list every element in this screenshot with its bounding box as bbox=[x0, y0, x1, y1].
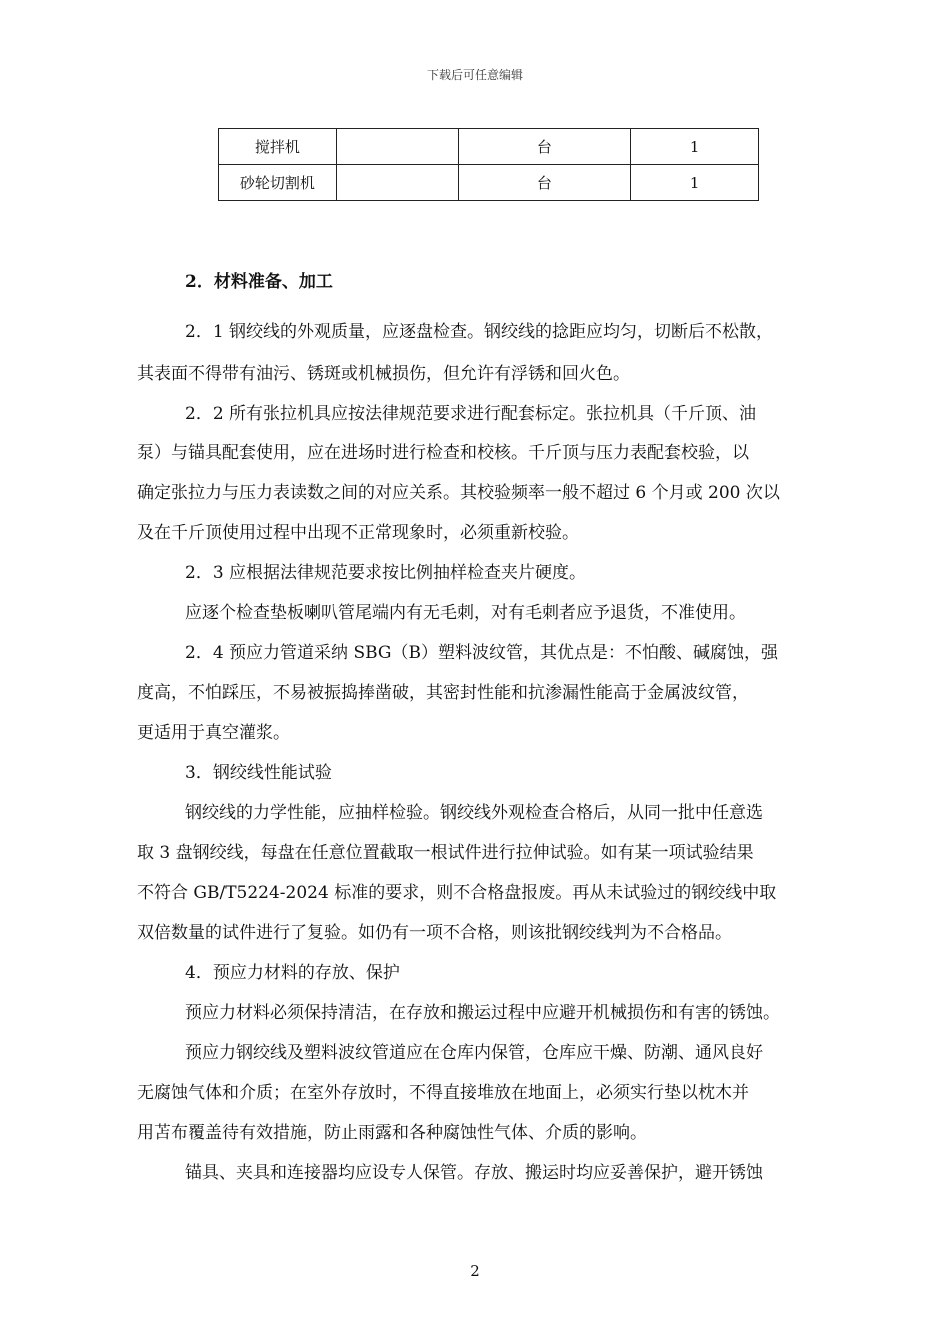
table-cell: 搅拌机 bbox=[219, 129, 337, 165]
paragraph-line: 无腐蚀气体和介质；在室外存放时，不得直接堆放在地面上，必须实行垫以枕木并 bbox=[137, 1083, 749, 1103]
paragraph-line: 锚具、夹具和连接器均应设专人保管。存放、搬运时均应妥善保护，避开锈蚀 bbox=[185, 1163, 763, 1183]
paragraph-line: 及在千斤顶使用过程中出现不正常现象时，必须重新校验。 bbox=[137, 523, 579, 543]
table-cell: 1 bbox=[631, 165, 759, 201]
table-cell: 台 bbox=[458, 165, 631, 201]
paragraph-line: 不符合 GB/T5224-2024 标准的要求，则不合格盘报废。再从未试验过的钢绞线中取 bbox=[137, 883, 777, 903]
paragraph-line: 双倍数量的试件进行了复验。如仍有一项不合格，则该批钢绞线判为不合格品。 bbox=[137, 923, 732, 943]
paragraph-line: 其表面不得带有油污、锈斑或机械损伤，但允许有浮锈和回火色。 bbox=[137, 364, 630, 384]
table-cell: 台 bbox=[458, 129, 631, 165]
paragraph-line: 预应力材料必须保持清洁，在存放和搬运过程中应避开机械损伤和有害的锈蚀。 bbox=[185, 1003, 780, 1023]
paragraph-line: 应逐个检查垫板喇叭管尾端内有无毛刺，对有毛刺者应予退货，不准使用。 bbox=[185, 603, 746, 623]
paragraph-line: 泵）与锚具配套使用，应在进场时进行检查和校核。千斤顶与压力表配套校验，以 bbox=[137, 443, 749, 463]
paragraph-line: 确定张拉力与压力表读数之间的对应关系。其校验频率一般不超过 6 个月或 200 次以 bbox=[137, 483, 780, 503]
table-row bbox=[219, 165, 759, 201]
paragraph-line: 2．3 应根据法律规范要求按比例抽样检查夹片硬度。 bbox=[185, 563, 587, 583]
paragraph-line: 2．1 钢绞线的外观质量，应逐盘检查。钢绞线的捻距应均匀，切断后不松散， bbox=[185, 322, 774, 342]
page-header: 下载后可任意编辑 bbox=[426, 68, 523, 82]
paragraph-line: 度高，不怕踩压，不易被振捣捧凿破，其密封性能和抗渗漏性能高于金属波纹管， bbox=[137, 683, 749, 703]
paragraph-line: 用苫布覆盖待有效措施，防止雨露和各种腐蚀性气体、介质的影响。 bbox=[137, 1123, 647, 1143]
table-cell bbox=[336, 129, 458, 165]
section-title: 3．钢绞线性能试验 bbox=[185, 763, 332, 783]
section-title: 2．材料准备、加工 bbox=[185, 272, 333, 292]
table-cell: 1 bbox=[631, 129, 759, 165]
paragraph-line: 更适用于真空灌浆。 bbox=[137, 723, 290, 743]
section-title: 4．预应力材料的存放、保护 bbox=[185, 963, 400, 983]
table-row bbox=[219, 129, 759, 165]
table-cell bbox=[336, 165, 458, 201]
table-cell: 砂轮切割机 bbox=[219, 165, 337, 201]
paragraph-line: 钢绞线的力学性能，应抽样检验。钢绞线外观检查合格后，从同一批中任意选 bbox=[185, 803, 763, 823]
equipment-table bbox=[218, 128, 759, 201]
paragraph-line: 2．2 所有张拉机具应按法律规范要求进行配套标定。张拉机具（千斤顶、油 bbox=[185, 404, 757, 424]
paragraph-line: 取 3 盘钢绞线，每盘在任意位置截取一根试件进行拉伸试验。如有某一项试验结果 bbox=[137, 843, 754, 863]
paragraph-line: 预应力钢绞线及塑料波纹管道应在仓库内保管，仓库应干燥、防潮、通风良好 bbox=[185, 1043, 763, 1063]
paragraph-line: 2．4 预应力管道采纳 SBG（B）塑料波纹管，其优点是：不怕酸、碱腐蚀，强 bbox=[185, 643, 778, 663]
page-number: 2 bbox=[470, 1262, 480, 1280]
